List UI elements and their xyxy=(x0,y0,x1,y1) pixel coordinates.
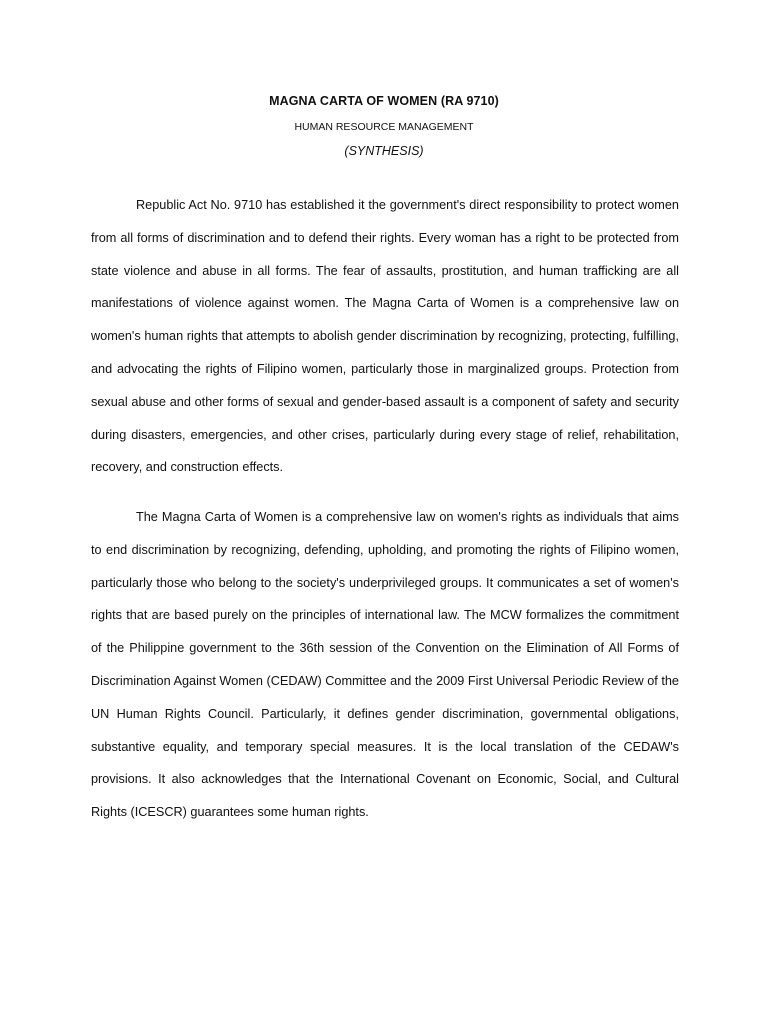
body-paragraph-1: Republic Act No. 9710 has established it the government's direct responsibility to protect women from all forms of discrimination and to defend their rights. Every woman has a right to be protected from state violence and abuse in all forms. The fear of assaults, prostitution, and human trafficking are all manifestations of violence against women. The Magna Carta of Women is a comprehensive law on women's human rights that attempts to abolish gender discrimination by recognizing, protecting, fulfilling, and advocating the rights of Filipino women, particularly those in marginalized groups. Protection from sexual abuse and other forms of sexual and gender-based assault is a component of safety and security during disasters, emergencies, and other crises, particularly during every stage of relief, rehabilitation, recovery, and construction effects. xyxy=(91,198,679,475)
document-title: MAGNA CARTA OF WOMEN (RA 9710) xyxy=(269,94,499,108)
document-label: (SYNTHESIS) xyxy=(344,144,424,158)
body-paragraph-2: The Magna Carta of Women is a comprehensive law on women's rights as individuals that aims to end discrimination by recognizing, defending, upholding, and promoting the rights of Filipino women, particularly those who belong to the society's underprivileged groups. It communicates a set of women's rights that are based purely on the principles of international law. The MCW formalizes the commitment of the Philippine government to the 36th session of the Convention on the Elimination of All Forms of Discrimination Against Women (CEDAW) Committee and the 2009 First Universal Periodic Review of the UN Human Rights Council. Particularly, it defines gender discrimination, governmental obligations, substantive equality, and temporary special measures. It is the local translation of the CEDAW's provisions. It also acknowledges that the International Covenant on Economic, Social, and Cultural Rights (ICESCR) guarantees some human rights. xyxy=(91,510,679,820)
document-subtitle: HUMAN RESOURCE MANAGEMENT xyxy=(294,121,474,133)
